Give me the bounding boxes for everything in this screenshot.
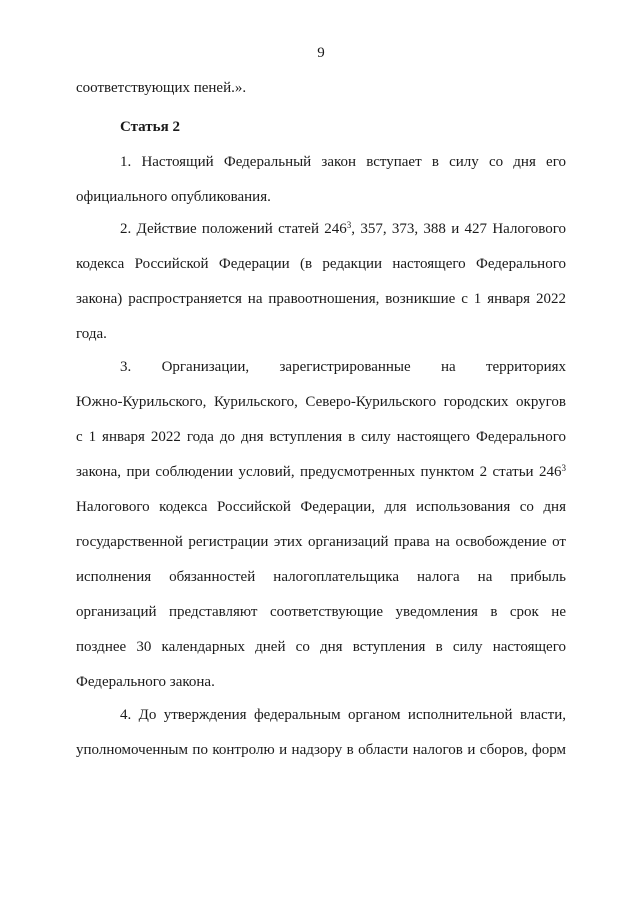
text-line: с 1 января 2022 года до дня вступления в силу настоящего Федерального	[76, 429, 566, 445]
text-line: года.	[76, 326, 107, 342]
superscript: 3	[561, 463, 566, 473]
text-line: официального опубликования.	[76, 189, 271, 205]
text-line: кодекса Российской Федерации (в редакции настоящего Федерального	[76, 256, 566, 272]
text-line: 1. Настоящий Федеральный закон вступает в силу со дня его	[120, 154, 566, 170]
text-line: исполнения обязанностей налогоплательщика налога на прибыль	[76, 569, 566, 585]
paragraph-1	[76, 153, 566, 223]
article-heading-block	[76, 118, 566, 153]
text-line: уполномоченным по контролю и надзору в области налогов и сборов, форм	[76, 742, 566, 758]
continuation-text	[76, 79, 566, 114]
paragraph-4	[76, 706, 566, 776]
text-line: закона) распространяется на правоотношения, возникшие с 1 января 2022	[76, 291, 566, 307]
page-number: 9	[317, 45, 325, 61]
text-fragment: 2. Действие положений статей 246	[120, 221, 347, 237]
text-fragment: закона, при соблюдении условий, предусмотренных пунктом 2 статьи 246	[76, 464, 562, 480]
text-line: соответствующих пеней.».	[76, 80, 247, 96]
text-line: позднее 30 календарных дней со дня вступления в силу настоящего	[76, 639, 566, 655]
paragraph-3	[76, 358, 566, 708]
text-line: 4. До утверждения федеральным органом исполнительной власти,	[120, 707, 566, 723]
text-line: организаций представляют соответствующие уведомления в срок не	[76, 604, 566, 620]
article-heading: Статья 2	[120, 119, 180, 135]
text-line: государственной регистрации этих организаций права на освобождение от	[76, 534, 566, 550]
text-line: Федерального закона.	[76, 674, 215, 690]
text-line: 3. Организации, зарегистрированные на территориях	[120, 359, 566, 375]
text-line: Налогового кодекса Российской Федерации, для использования со дня	[76, 499, 566, 515]
text-line	[76, 463, 566, 498]
superscript: 3	[346, 220, 352, 230]
text-fragment: , 357, 373, 388 и 427 Налогового	[351, 221, 566, 237]
text-line	[76, 220, 566, 255]
paragraph-2	[76, 220, 566, 360]
text-line: Южно-Курильского, Курильского, Северо-Курильского городских округов	[76, 394, 566, 410]
